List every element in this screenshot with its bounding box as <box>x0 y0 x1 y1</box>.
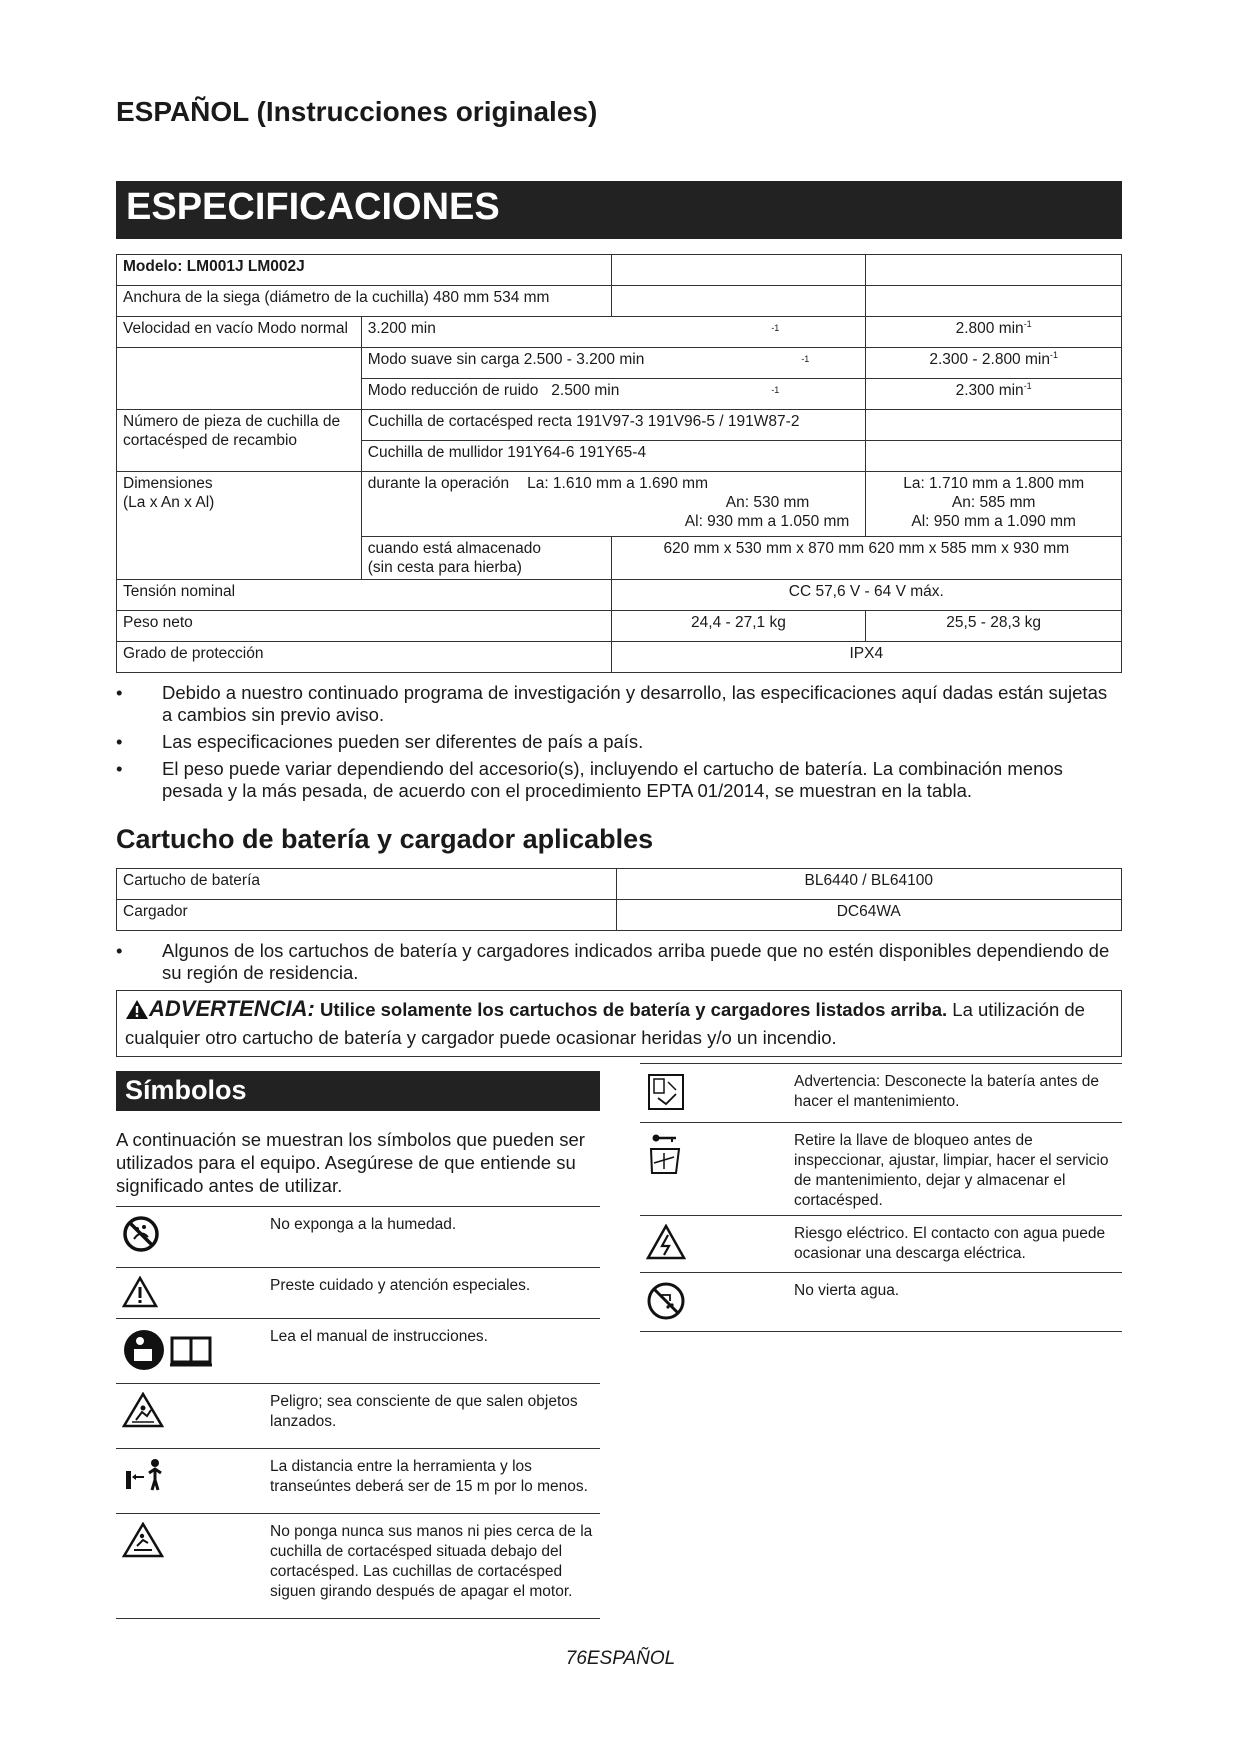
symbol-text: Retire la llave de bloqueo antes de inspeccionar, ajustar, limpiar, hacer el servicio de mantenimiento, dejar y almacenar el cortacésped. <box>790 1123 1122 1216</box>
symbol-text: No vierta agua. <box>790 1273 1122 1332</box>
warning-word: ADVERTENCIA: <box>149 996 315 1021</box>
table-row <box>117 286 1122 317</box>
weight-value-2: 25,5 - 28,3 kg <box>866 611 1122 642</box>
page-footer: 76ESPAÑOL <box>565 1648 676 1669</box>
no-moisture-icon <box>122 1240 160 1257</box>
no-water-icon <box>646 1308 686 1325</box>
list-item: • Las especificaciones pueden ser diferentes de país a país. <box>116 731 1122 753</box>
symbol-text: No exponga a la humedad. <box>266 1207 600 1268</box>
table-row <box>640 1123 1122 1216</box>
symbol-text: Advertencia: Desconecte la batería antes de hacer el mantenimiento. <box>790 1064 1122 1123</box>
protection-value: IPX4 <box>611 642 1121 673</box>
table-row <box>117 642 1122 673</box>
symbols-table-left <box>116 1206 600 1619</box>
symbol-text: No ponga nunca sus manos ni pies cerca de la cuchilla de cortacésped situada debajo del cortacésped. Las cuchillas de cortacésped siguen girando después de apagar el motor. <box>266 1514 600 1619</box>
stored-label: cuando está almacenado <box>367 540 541 557</box>
battery-notes-list <box>116 940 1122 989</box>
battery-cartridge-label: Cartucho de batería <box>117 869 617 900</box>
read-manual-icon <box>122 1360 218 1377</box>
dimensions-sub: (La x An x Al) <box>123 494 215 511</box>
table-row <box>116 1268 600 1319</box>
spec-notes-list <box>116 682 1122 807</box>
soft-mode-value: Modo suave sin carga 2.500 - 3.200 min <box>367 351 645 368</box>
symbol-text: Peligro; sea consciente de que salen objetos lanzados. <box>266 1384 600 1449</box>
op-height-2: Al: 950 mm a 1.090 mm <box>911 513 1076 530</box>
op-length-1: La: 1.610 mm a 1.690 mm <box>527 475 708 492</box>
table-row <box>116 1514 600 1619</box>
soft-mode-value-2: 2.300 - 2.800 min <box>929 351 1050 368</box>
weight-label: Peso neto <box>117 611 612 642</box>
symbols-intro: A continuación se muestran los símbolos que pueden ser utilizados para el equipo. Asegúrese de que entiende su significado antes de utilizar. <box>116 1129 585 1196</box>
blade-part-label: Número de pieza de cuchilla de cortacésped de recambio <box>117 410 362 472</box>
table-row <box>117 869 1122 900</box>
table-row <box>117 472 1122 537</box>
caution-triangle-icon <box>122 1295 158 1312</box>
normal-mode-value: 3.200 min <box>367 320 436 337</box>
specifications-table <box>116 254 1122 673</box>
table-row <box>116 1449 600 1514</box>
battery-table <box>116 868 1122 931</box>
model-cell: Modelo: LM001J LM002J <box>117 255 612 286</box>
cutting-width-cell: Anchura de la siega (diámetro de la cuchilla) 480 mm 534 mm <box>117 286 612 317</box>
op-length-2: La: 1.710 mm a 1.800 mm <box>903 475 1085 492</box>
symbol-text: La distancia entre la herramienta y los transeúntes deberá ser de 15 m por lo menos. <box>266 1449 600 1514</box>
symbols-heading: Símbolos <box>116 1071 600 1111</box>
quiet-mode-value-2: 2.300 min <box>955 382 1024 399</box>
warning-text: La utilización de cualquier otro cartucho de batería y cargador puede ocasionar heridas y/o un incendio. <box>125 999 1085 1048</box>
stored-sub: (sin cesta para hierba) <box>367 559 522 576</box>
battery-heading: Cartucho de batería y cargador aplicables <box>116 824 654 854</box>
stored-values: 620 mm x 530 mm x 870 mm 620 mm x 585 mm x 930 mm <box>611 537 1121 580</box>
page-title: ESPAÑOL (Instrucciones originales) <box>116 96 598 127</box>
warning-box <box>116 990 1122 1057</box>
thrown-objects-icon <box>122 1415 164 1432</box>
table-row: Modo suave sin carga 2.500 - 3.200 min -1 2.300 - 2.800 $\min^{-1}$ <box>117 348 1122 379</box>
table-row: Modo reducción de ruido 2.500 min -1 2.300 $\min^{-1}$ <box>117 379 1122 410</box>
warning-bold-text: Utilice solamente los cartuchos de batería y cargadores listados arriba. <box>319 999 948 1020</box>
blade-mulch-cell: Cuchilla de mullidor 191Y64-6 191Y65-4 <box>361 441 866 472</box>
voltage-value: CC 57,6 V - 64 V máx. <box>611 580 1121 611</box>
table-row <box>116 1384 600 1449</box>
table-row: Velocidad en vacío Modo normal 3.200 min -1 2.800 $\min^{-1}$ <box>117 317 1122 348</box>
normal-mode-value-2: 2.800 min <box>955 320 1024 337</box>
op-width-1: An: 530 mm <box>725 494 810 511</box>
battery-cartridge-value: BL6440 / BL64100 <box>616 869 1122 900</box>
blade-straight-cell: Cuchilla de cortacésped recta 191V97-3 191V96-5 / 191W87-2 <box>361 410 866 441</box>
weight-value-1: 24,4 - 27,1 kg <box>611 611 866 642</box>
list-item: • Debido a nuestro continuado programa de investigación y desarrollo, las especificaciones aquí dadas están sujetas a cambios sin previo aviso. <box>116 682 1122 726</box>
table-row <box>117 410 1122 441</box>
symbols-table-right <box>640 1063 1122 1332</box>
keep-distance-icon <box>122 1480 168 1497</box>
table-row <box>116 1319 600 1384</box>
charger-label: Cargador <box>117 900 617 931</box>
symbol-text: Riesgo eléctrico. El contacto con agua puede ocasionar una descarga eléctrica. <box>790 1216 1122 1273</box>
table-row <box>640 1273 1122 1332</box>
symbol-text: Lea el manual de instrucciones. <box>266 1319 600 1384</box>
hands-feet-blade-icon <box>122 1545 164 1562</box>
dimensions-label: Dimensiones <box>123 475 213 492</box>
during-operation-label: durante la operación <box>367 475 510 492</box>
table-row <box>117 255 1122 286</box>
list-item: • El peso puede variar dependiendo del accesorio(s), incluyendo el cartucho de batería. La combinación menos pesada y la más pesada, de acuerdo con el procedimiento EPTA 01/2014, se muestran en la tabla. <box>116 758 1122 802</box>
table-row <box>640 1216 1122 1273</box>
disconnect-battery-icon <box>646 1099 686 1116</box>
op-width-2: An: 585 mm <box>951 494 1036 511</box>
warning-triangle-icon <box>125 999 149 1026</box>
table-row <box>117 611 1122 642</box>
charger-value: DC64WA <box>616 900 1122 931</box>
table-row <box>640 1064 1122 1123</box>
specifications-heading: ESPECIFICACIONES <box>116 181 1122 239</box>
symbol-text: Preste cuidado y atención especiales. <box>266 1268 600 1319</box>
table-row <box>117 580 1122 611</box>
electric-hazard-icon <box>646 1247 686 1264</box>
quiet-mode-value: Modo reducción de ruido 2.500 min <box>367 382 620 399</box>
list-item: • Algunos de los cartuchos de batería y cargadores indicados arriba puede que no estén disponibles dependiendo de su región de residencia. <box>116 940 1122 984</box>
no-load-speed-label: Velocidad en vacío Modo normal <box>117 317 362 348</box>
voltage-label: Tensión nominal <box>117 580 612 611</box>
table-row <box>117 900 1122 931</box>
remove-lock-key-icon <box>646 1164 686 1181</box>
protection-label: Grado de protección <box>117 642 612 673</box>
op-height-1: Al: 930 mm a 1.050 mm <box>684 513 850 530</box>
table-row <box>116 1207 600 1268</box>
